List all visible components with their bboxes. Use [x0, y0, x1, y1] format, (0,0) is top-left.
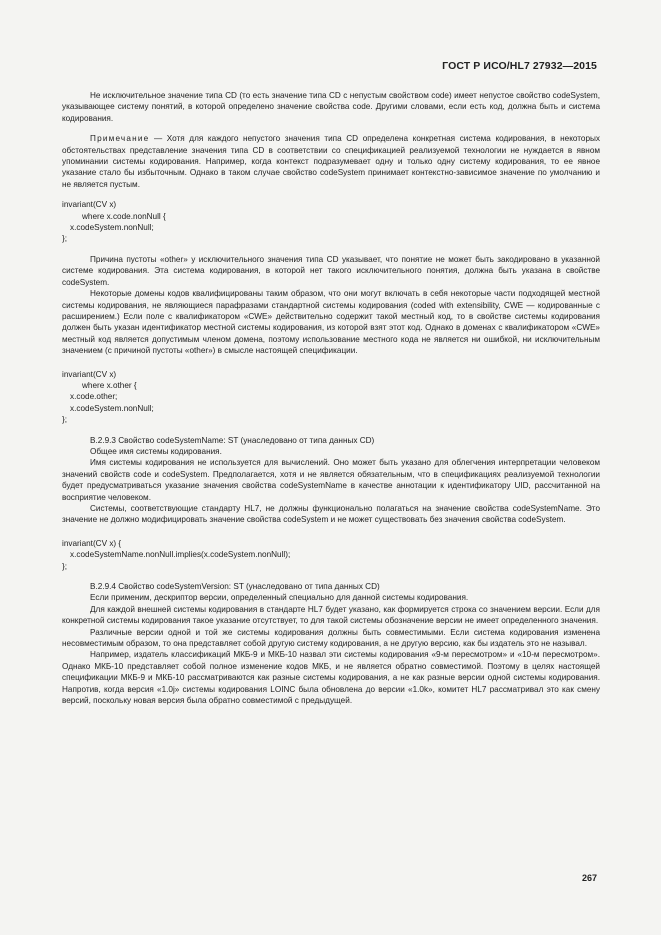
code-line: }; — [62, 234, 68, 244]
code-line: invariant(CV x) { — [62, 538, 122, 548]
note-paragraph — [62, 133, 600, 190]
paragraph: Некоторые домены кодов квалифицированы таким образом, что они могут включать в себя некоторые части подходящей местной системы кодирования, не являющиеся парафразами стандартной системы кодирования (coded with extensibility, CWE — кодированные с расширением.) Если поле с квалификатором «CWE» действительно содержит такой местный код, то в свойстве системы кодирования должен быть указан идентификатор местной системы кодирования, из которой взят этот код. Однако в доменах с квалификатором «CWE» местный код является допустимым членом домена, поэтому использование местного кода не является ни ошибкой, ни исключительным значением (с причиной пустоты «other») в смысле настоящей спецификации. — [62, 289, 600, 356]
note-dash: — — [149, 134, 167, 144]
code-block — [62, 199, 600, 245]
paragraph: Общее имя системы кодирования. — [90, 446, 222, 456]
paragraph: Системы, соответствующие стандарту HL7, не должны функционально полагаться на значение свойства codeSystemName. Это значение не должно модифицировать значение свойства codeSystem и не может существовать без значения свойства codeSystem. — [62, 504, 600, 525]
code-line: x.code.other; — [70, 392, 118, 402]
paragraph: Имя системы кодирования не используется для вычислений. Оно может быть указано для облегчения интерпретации человеком значений свойств code и codeSystem. Предполагается, хотя и не является обязательным, что в спецификациях реализуемой технологии будет предусматриваться указание значения свойства codeSystemName в качестве аннотации к идентификатору UID, рассчитанной на восприятие человеком. — [62, 458, 600, 502]
paragraph: Для каждой внешней системы кодирования в стандарте HL7 будет указано, как формируется строка со значением версии. Если для конкретной системы кодирования такое указание отсутствует, то для такой системы обозначение версии не имеет определенного значения. — [62, 604, 600, 626]
code-line: }; — [62, 415, 68, 425]
note-text: Хотя для каждого непустого значения типа CD определена конкретная система кодирования, в некоторых обстоятельствах представление значения типа CD в соответствии со спецификацией реализуемой технологии не нуждается в явном упоминании системы кодирования. Например, когда контекст подразумевает одну и только одну систему кодирования, то ее явное указание стало бы избыточным. Однако в таком случае свойство codeSystem принимает контекстно-зависимое значение по умолчанию и не является пустым. — [62, 134, 600, 189]
paragraph: Например, издатель классификаций МКБ-9 и МКБ-10 назвал эти системы кодирования «9-м пересмотром» и «10-м пересмотром». Однако МКБ-10 представляет собой полное изменение кодов МКБ, и не является обратно совместимой. Поэтому в целях настоящей спецификации МКБ-9 и МКБ-10 рассматриваются как разные системы кодирования, а не как разные версии одной системы кодирования. Напротив, когда версия «1.0j» системы кодирования LOINC была обновлена до версии «1.0k», комитет HL7 рассматривал это как смену версий, поскольку новая версия была обратно совместимой с предыдущей. — [62, 650, 600, 706]
paragraph: Причина пустоты «other» у исключительного значения типа CD указывает, что понятие не может быть закодировано в указанной системе кодирования. Эта система кодирования, в которой нет такого исключительного понятия, должна быть указана в свойстве codeSystem. — [62, 254, 600, 287]
page-content — [62, 90, 600, 707]
code-block — [62, 369, 600, 426]
code-line: invariant(CV x) — [62, 200, 117, 210]
section-heading: B.2.9.4 Свойство codeSystemVersion: ST (унаследовано от типа данных CD) — [90, 582, 380, 592]
code-line: where x.code.nonNull { — [82, 211, 166, 221]
note-label: Примечание — [90, 134, 150, 144]
code-line: invariant(CV x) — [62, 369, 117, 379]
page-number: 267 — [581, 873, 597, 883]
paragraph: Не исключительное значение типа CD (то есть значение типа CD с непустым свойством code) имеет непустое свойство codeSystem, указывающее систему понятий, в которой определено значение свойства code. Другими словами, если есть код, должна быть и система кодирования. — [62, 91, 600, 123]
code-line: }; — [62, 561, 68, 571]
code-line: where x.other { — [82, 380, 137, 390]
paragraph: Различные версии одной и той же системы кодирования должны быть совместимыми. Если система кодирования изменена несовместимым образом, то она представляет собой другую систему кодирования, а не другую версию, как бы издатель это не называл. — [62, 627, 600, 649]
section-heading: B.2.9.3 Свойство codeSystemName: ST (унаследовано от типа данных CD) — [90, 435, 375, 445]
code-line: x.codeSystem.nonNull; — [70, 223, 154, 233]
standard-header: ГОСТ Р ИСО/HL7 27932—2015 — [442, 60, 597, 72]
code-line: x.codeSystemName.nonNull.implies(x.codeSystem.nonNull); — [70, 550, 291, 560]
paragraph: Если применим, дескриптор версии, определенный специально для данной системы кодирования. — [90, 593, 469, 603]
code-line: x.codeSystem.nonNull; — [70, 403, 154, 413]
code-block — [62, 538, 600, 572]
